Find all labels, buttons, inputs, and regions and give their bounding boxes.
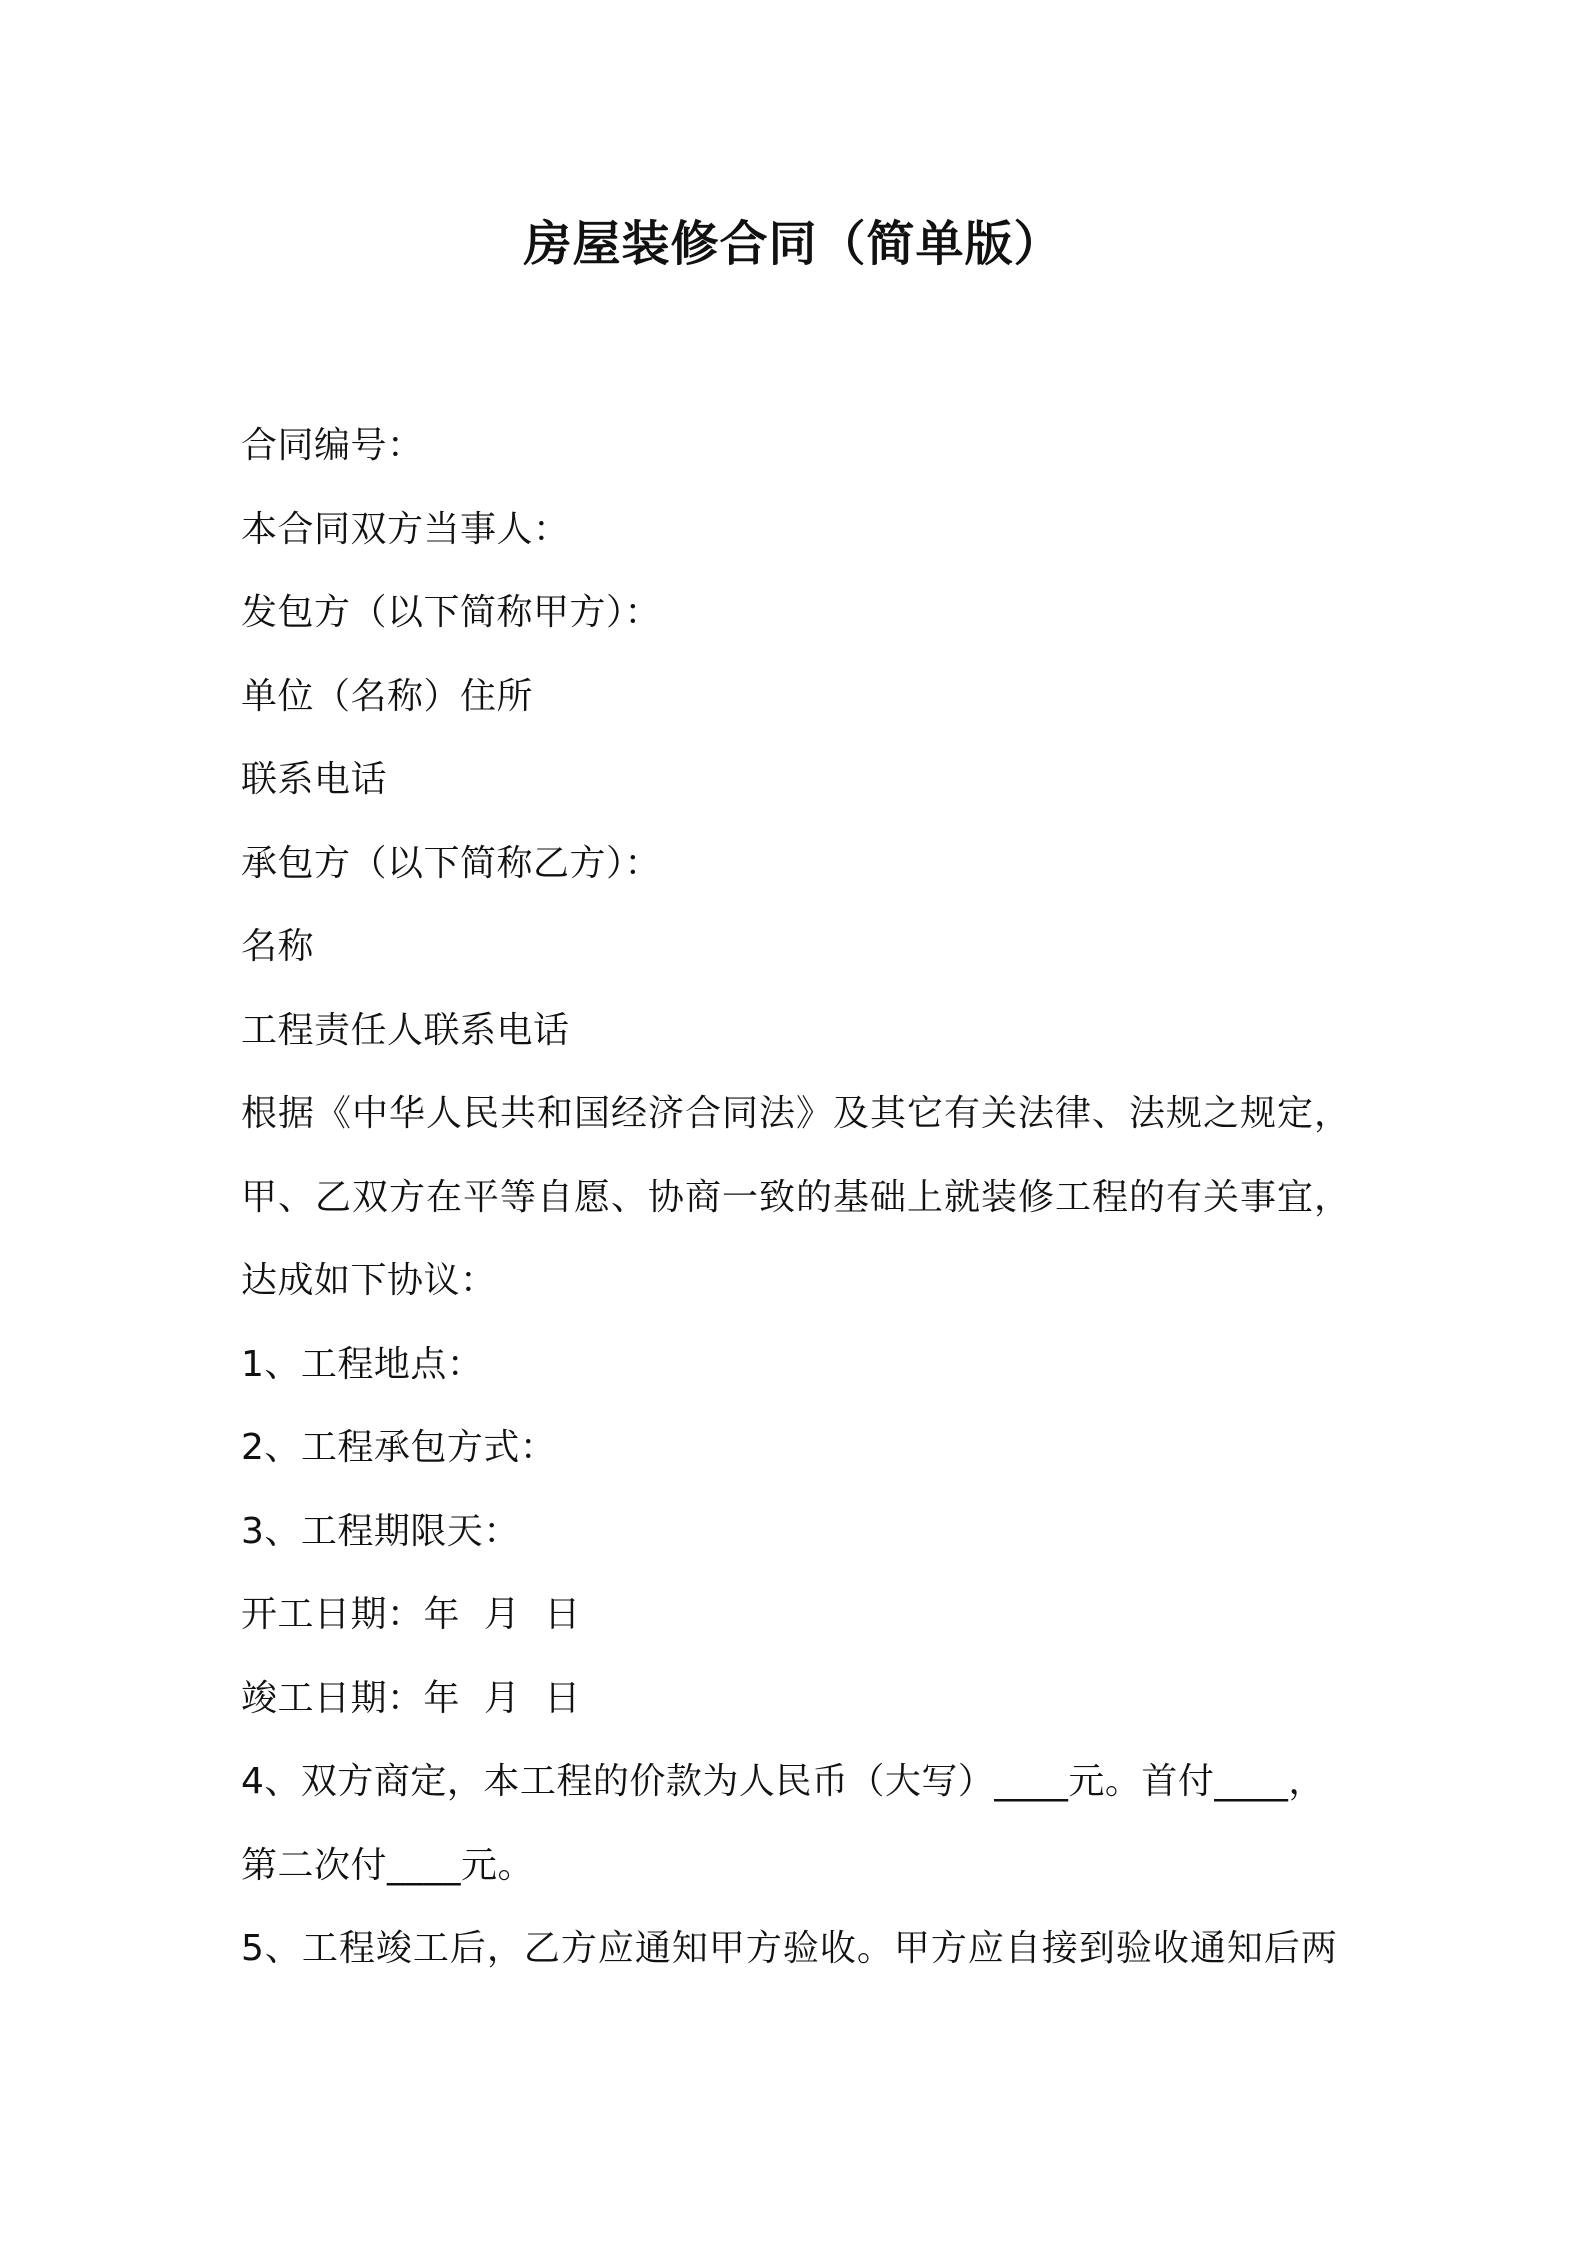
legal-basis-line-1: 根据《中华人民共和国经济合同法》及其它有关法律、法规之规定，	[241, 1093, 1352, 1134]
party-a-unit-address-line: 单位（名称）住所	[241, 675, 534, 717]
clause-4-price-line-1: 4、双方商定，本工程的价款为人民币（大写）____元。首付____，	[241, 1761, 1325, 1802]
clause-5-acceptance-line: 5、工程竣工后，乙方应通知甲方验收。甲方应自接到验收通知后两	[241, 1928, 1338, 1969]
clause-2-contract-method: 2、工程承包方式：	[241, 1427, 557, 1468]
parties-heading-line: 本合同双方当事人：	[241, 508, 570, 550]
party-b-line: 承包方（以下简称乙方）：	[241, 842, 662, 884]
legal-basis-line-2: 甲、乙双方在平等自愿、协商一致的基础上就装修工程的有关事宜，	[241, 1176, 1352, 1218]
contract-number-line: 合同编号：	[241, 425, 424, 466]
page-title: 房屋装修合同（简单版）	[523, 216, 1063, 272]
party-a-phone-line: 联系电话	[241, 759, 388, 800]
contract-body	[241, 404, 1361, 1991]
party-a-line: 发包方（以下简称甲方）：	[241, 592, 662, 633]
legal-basis-line-3: 达成如下协议：	[241, 1260, 497, 1301]
clause-1-location: 1、工程地点：	[241, 1343, 484, 1385]
project-manager-phone-line: 工程责任人联系电话	[241, 1009, 570, 1051]
clause-4-price-line-2: 第二次付____元。	[241, 1844, 535, 1886]
start-date-line: 开工日期：年 月 日	[241, 1594, 581, 1635]
clause-3-duration: 3、工程期限天：	[241, 1510, 520, 1552]
party-b-name-line: 名称	[241, 926, 315, 967]
completion-date-line: 竣工日期：年 月 日	[241, 1677, 581, 1719]
